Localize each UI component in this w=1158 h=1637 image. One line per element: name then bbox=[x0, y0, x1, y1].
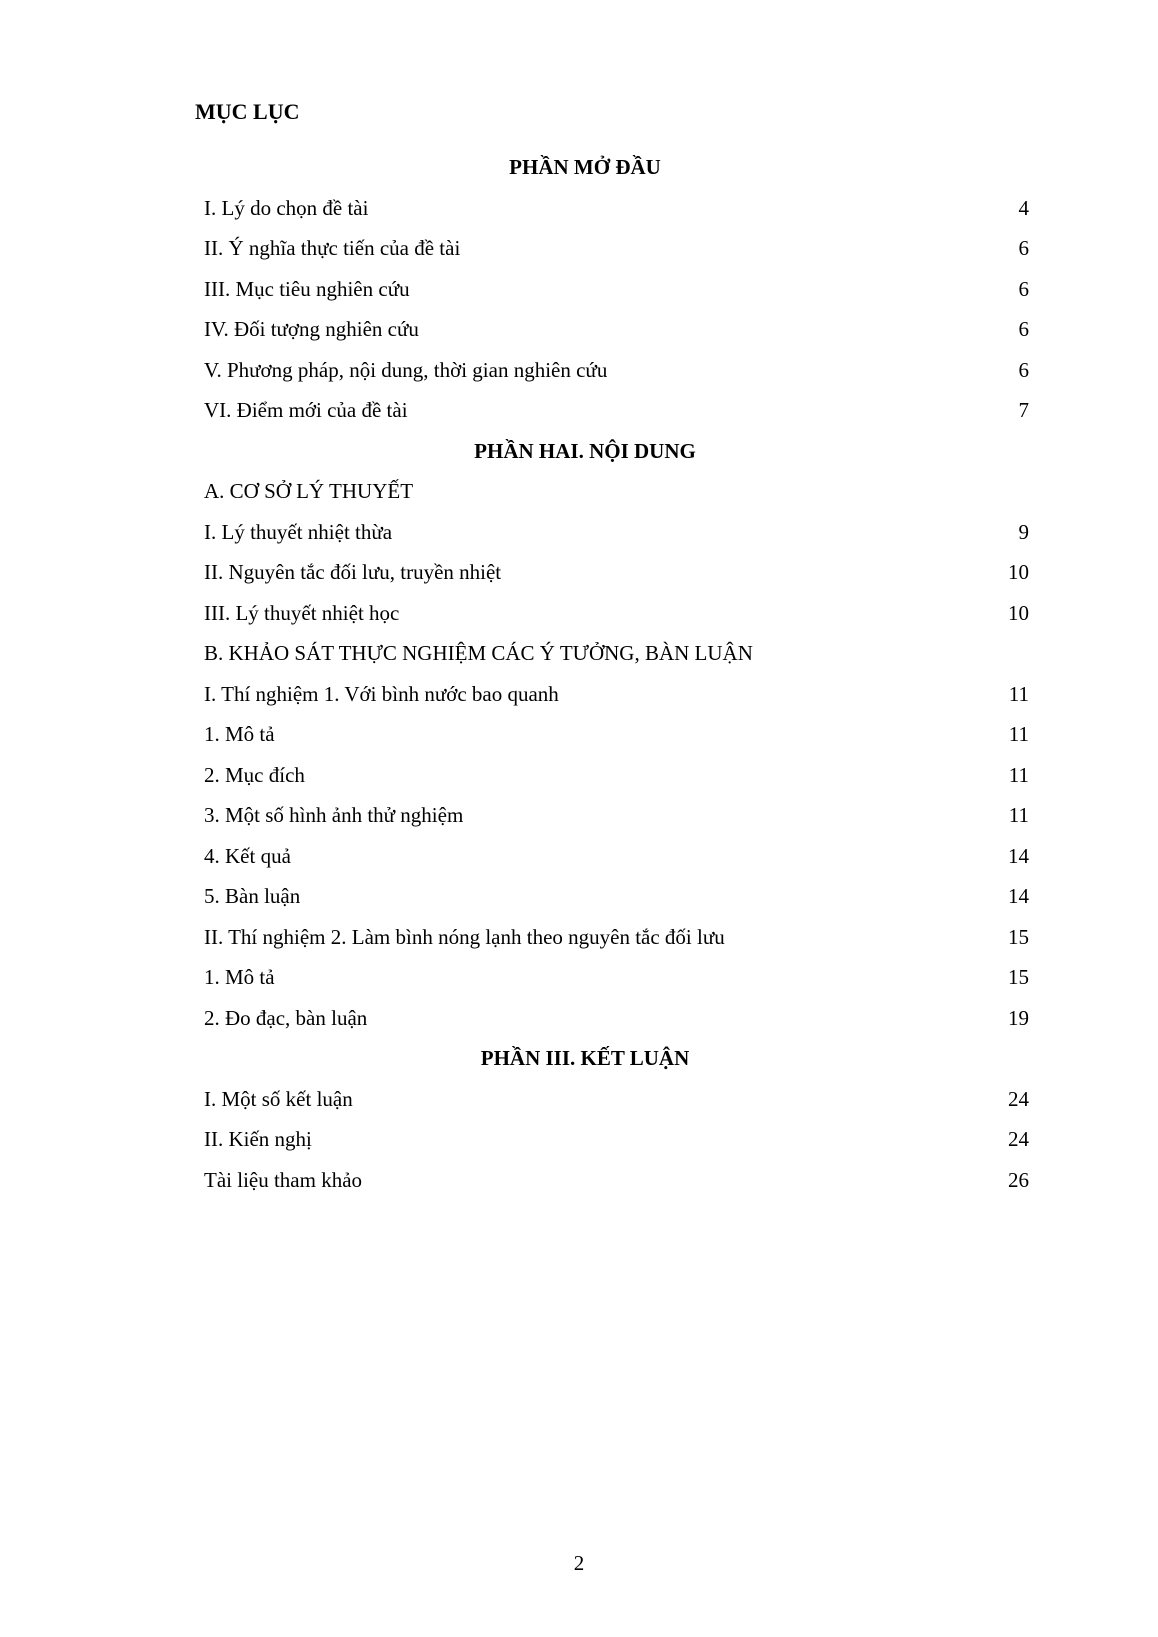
toc-entry-label: VI. Điểm mới của đề tài bbox=[204, 398, 408, 422]
toc-entry-page: 6 bbox=[1018, 276, 1029, 301]
toc-entry-page: 14 bbox=[1008, 884, 1029, 908]
toc-entry-page: 24 bbox=[1008, 1127, 1029, 1151]
toc-entry-page: 24 bbox=[1008, 1086, 1029, 1111]
toc-entry-page: 9 bbox=[1018, 519, 1029, 544]
toc-entry-label: I. Một số kết luận bbox=[204, 1086, 353, 1111]
toc-entry-label: III. Mục tiêu nghiên cứu bbox=[204, 276, 410, 301]
toc-entry bbox=[0, 836, 1158, 877]
toc-entry-page: 11 bbox=[1008, 762, 1029, 787]
toc-entry bbox=[0, 309, 1158, 350]
toc-entry bbox=[0, 917, 1158, 958]
toc-entry-label: 4. Kết quả bbox=[204, 843, 291, 868]
toc-subsection bbox=[0, 633, 1158, 674]
toc-entry-label: B. KHẢO SÁT THỰC NGHIỆM CÁC Ý TƯỞNG, BÀN LUẬN bbox=[204, 641, 753, 665]
toc-entry-label: 3. Một số hình ảnh thử nghiệm bbox=[204, 803, 464, 827]
toc-entry-page: 10 bbox=[1008, 600, 1029, 625]
toc-subsection bbox=[0, 471, 1158, 512]
toc-entry-label: Tài liệu tham khảo bbox=[204, 1167, 363, 1192]
toc-entry-label: 5. Bàn luận bbox=[204, 884, 301, 908]
toc-title: MỤC LỤC bbox=[195, 99, 300, 124]
toc-entry bbox=[0, 1119, 1158, 1160]
toc-entry-page: 19 bbox=[1008, 1005, 1029, 1030]
toc-entry-page: 26 bbox=[1008, 1167, 1029, 1192]
toc-entry-page: 6 bbox=[1018, 357, 1029, 382]
toc-entry bbox=[0, 552, 1158, 593]
toc-entry-label: 1. Mô tả bbox=[204, 722, 275, 746]
toc-entry bbox=[0, 188, 1158, 229]
toc-entry bbox=[0, 755, 1158, 796]
toc-entry bbox=[0, 795, 1158, 836]
toc-entry-label: I. Thí nghiệm 1. Với bình nước bao quanh bbox=[204, 681, 559, 706]
toc-entry-label: V. Phương pháp, nội dung, thời gian nghiên cứu bbox=[204, 357, 608, 382]
toc-entry bbox=[0, 1160, 1158, 1201]
toc-entry-label: II. Thí nghiệm 2. Làm bình nóng lạnh theo nguyên tắc đối lưu bbox=[204, 924, 725, 949]
toc-entry-page: 11 bbox=[1008, 722, 1029, 746]
toc-entry-page: 6 bbox=[1018, 236, 1029, 260]
toc-entry bbox=[0, 957, 1158, 998]
toc-entry bbox=[0, 1079, 1158, 1120]
toc-entry bbox=[0, 228, 1158, 269]
page-number: 2 bbox=[573, 1551, 585, 1575]
toc-entry-label: 2. Đo đạc, bàn luận bbox=[204, 1005, 368, 1030]
toc-entry-page: 14 bbox=[1008, 843, 1029, 868]
toc-entry bbox=[0, 350, 1158, 391]
toc-entry bbox=[0, 674, 1158, 715]
toc-entry-page: 10 bbox=[1008, 560, 1029, 584]
toc-entry-label: 2. Mục đích bbox=[204, 762, 305, 787]
toc-entry-label: III. Lý thuyết nhiệt học bbox=[204, 600, 400, 625]
toc-entry-page: 6 bbox=[1018, 317, 1029, 341]
toc-entry-label: IV. Đối tượng nghiên cứu bbox=[204, 317, 419, 341]
toc-entry-label: 1. Mô tả bbox=[204, 965, 275, 989]
toc-entry bbox=[0, 714, 1158, 755]
toc-entry-page: 15 bbox=[1008, 924, 1029, 949]
toc-entry bbox=[0, 390, 1158, 431]
toc-entry-label: II. Kiến nghị bbox=[204, 1127, 312, 1151]
section-heading-intro: PHẦN MỞ ĐẦU bbox=[509, 155, 661, 179]
toc-entry-label: II. Ý nghĩa thực tiến của đề tài bbox=[204, 236, 461, 260]
toc-entry bbox=[0, 512, 1158, 553]
toc-entry-page: 15 bbox=[1008, 965, 1029, 989]
section-heading-content: PHẦN HAI. NỘI DUNG bbox=[474, 438, 696, 463]
toc-entry-page: 4 bbox=[1018, 195, 1029, 220]
toc-entry bbox=[0, 593, 1158, 634]
toc-entry bbox=[0, 876, 1158, 917]
section-heading-conclusion: PHẦN III. KẾT LUẬN bbox=[480, 1046, 690, 1070]
toc-entry bbox=[0, 998, 1158, 1039]
toc-entry-label: A. CƠ SỞ LÝ THUYẾT bbox=[204, 479, 414, 503]
toc-entry-label: I. Lý do chọn đề tài bbox=[204, 195, 369, 220]
toc-entry-label: II. Nguyên tắc đối lưu, truyền nhiệt bbox=[204, 560, 502, 584]
table-of-contents bbox=[0, 147, 1158, 1200]
toc-entry-page: 7 bbox=[1018, 398, 1029, 422]
toc-entry-page: 11 bbox=[1008, 803, 1029, 827]
toc-entry-label: I. Lý thuyết nhiệt thừa bbox=[204, 519, 393, 544]
toc-entry-page: 11 bbox=[1008, 681, 1029, 706]
toc-entry bbox=[0, 269, 1158, 310]
